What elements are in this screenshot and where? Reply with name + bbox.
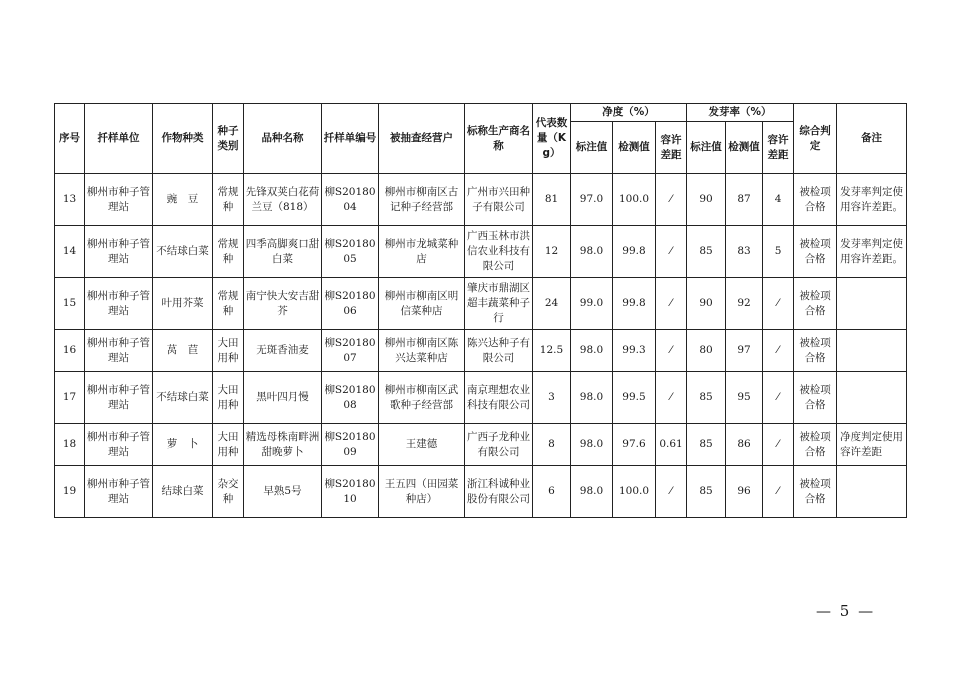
- header-seed-category: 种子类别: [213, 104, 244, 174]
- cell-seq: 17: [55, 372, 85, 424]
- cell-germination-labeled: 85: [687, 226, 726, 278]
- cell-sample-no: 柳S2018007: [322, 330, 379, 372]
- cell-germination-tolerance: ⁄: [763, 424, 794, 466]
- cell-operator: 柳州市柳南区武歌种子经营部: [379, 372, 465, 424]
- cell-manufacturer: 广西子龙种业有限公司: [465, 424, 533, 466]
- cell-purity-measured: 100.0: [613, 174, 656, 226]
- cell-variety: 四季高脚爽口甜白菜: [244, 226, 322, 278]
- cell-purity-measured: 100.0: [613, 466, 656, 518]
- cell-germination-labeled: 85: [687, 372, 726, 424]
- cell-manufacturer: 广西玉林市洪信农业科技有限公司: [465, 226, 533, 278]
- cell-judgment: 被检项合格: [794, 424, 837, 466]
- cell-manufacturer: 南京理想农业科技有限公司: [465, 372, 533, 424]
- cell-purity-tolerance: ⁄: [656, 330, 687, 372]
- cell-remarks: [837, 278, 907, 330]
- header-germination-measured: 检测值: [726, 122, 763, 174]
- cell-germination-measured: 96: [726, 466, 763, 518]
- cell-quantity: 81: [533, 174, 571, 226]
- cell-manufacturer: 肇庆市鼎湖区超丰蔬菜种子行: [465, 278, 533, 330]
- cell-germination-measured: 83: [726, 226, 763, 278]
- cell-judgment: 被检项合格: [794, 174, 837, 226]
- cell-purity-tolerance: ⁄: [656, 226, 687, 278]
- table-header: [55, 104, 907, 174]
- cell-judgment: 被检项合格: [794, 372, 837, 424]
- cell-category: 大田用种: [213, 330, 244, 372]
- cell-crop: 叶用芥菜: [153, 278, 213, 330]
- cell-seq: 13: [55, 174, 85, 226]
- cell-variety: 早熟5号: [244, 466, 322, 518]
- cell-judgment: 被检项合格: [794, 466, 837, 518]
- cell-variety: 南宁快大安吉甜芥: [244, 278, 322, 330]
- cell-purity-tolerance: ⁄: [656, 278, 687, 330]
- cell-sample-no: 柳S2018009: [322, 424, 379, 466]
- cell-category: 大田用种: [213, 372, 244, 424]
- cell-germination-tolerance: ⁄: [763, 466, 794, 518]
- cell-variety: 精选母株南畔洲甜晚萝卜: [244, 424, 322, 466]
- cell-category: 常规种: [213, 174, 244, 226]
- cell-purity-measured: 99.5: [613, 372, 656, 424]
- cell-purity-measured: 99.8: [613, 278, 656, 330]
- cell-category: 杂交种: [213, 466, 244, 518]
- cell-purity-labeled: 99.0: [571, 278, 613, 330]
- cell-crop: 不结球白菜: [153, 226, 213, 278]
- cell-quantity: 12: [533, 226, 571, 278]
- cell-unit: 柳州市种子管理站: [85, 226, 153, 278]
- cell-unit: 柳州市种子管理站: [85, 424, 153, 466]
- cell-judgment: 被检项合格: [794, 278, 837, 330]
- cell-unit: 柳州市种子管理站: [85, 466, 153, 518]
- cell-operator: 王五四（田园菜种店）: [379, 466, 465, 518]
- cell-variety: 无斑香油麦: [244, 330, 322, 372]
- cell-variety: 先锋双荚白花荷兰豆（818）: [244, 174, 322, 226]
- cell-remarks: [837, 372, 907, 424]
- cell-quantity: 3: [533, 372, 571, 424]
- cell-seq: 18: [55, 424, 85, 466]
- cell-seq: 16: [55, 330, 85, 372]
- cell-variety: 黑叶四月慢: [244, 372, 322, 424]
- cell-category: 常规种: [213, 278, 244, 330]
- cell-quantity: 6: [533, 466, 571, 518]
- cell-crop: 结球白菜: [153, 466, 213, 518]
- header-quantity: 代表数量（Kg）: [533, 104, 571, 174]
- cell-purity-labeled: 97.0: [571, 174, 613, 226]
- cell-germination-labeled: 85: [687, 466, 726, 518]
- cell-purity-tolerance: 0.61: [656, 424, 687, 466]
- cell-germination-labeled: 90: [687, 278, 726, 330]
- header-judgment: 综合判定: [794, 104, 837, 174]
- table-row: [55, 226, 907, 278]
- cell-purity-labeled: 98.0: [571, 372, 613, 424]
- cell-crop: 莴 苣: [153, 330, 213, 372]
- cell-unit: 柳州市种子管理站: [85, 372, 153, 424]
- cell-germination-tolerance: ⁄: [763, 330, 794, 372]
- header-seq: 序号: [55, 104, 85, 174]
- table-row: [55, 330, 907, 372]
- header-purity-measured: 检测值: [613, 122, 656, 174]
- page-number: — 5 —: [816, 602, 876, 620]
- cell-purity-labeled: 98.0: [571, 330, 613, 372]
- cell-unit: 柳州市种子管理站: [85, 330, 153, 372]
- cell-remarks: [837, 466, 907, 518]
- table-row: [55, 372, 907, 424]
- cell-purity-tolerance: ⁄: [656, 174, 687, 226]
- cell-germination-measured: 95: [726, 372, 763, 424]
- cell-germination-measured: 92: [726, 278, 763, 330]
- header-germination-labeled: 标注值: [687, 122, 726, 174]
- header-sample-no: 扦样单编号: [322, 104, 379, 174]
- cell-operator: 王建德: [379, 424, 465, 466]
- header-germination: 发芽率（%）: [687, 104, 794, 122]
- cell-sample-no: 柳S2018010: [322, 466, 379, 518]
- cell-purity-labeled: 98.0: [571, 466, 613, 518]
- cell-germination-tolerance: 4: [763, 174, 794, 226]
- cell-germination-labeled: 90: [687, 174, 726, 226]
- cell-category: 大田用种: [213, 424, 244, 466]
- cell-operator: 柳州市柳南区陈兴达菜种店: [379, 330, 465, 372]
- cell-purity-labeled: 98.0: [571, 226, 613, 278]
- cell-purity-measured: 99.8: [613, 226, 656, 278]
- table-row: [55, 466, 907, 518]
- cell-remarks: [837, 330, 907, 372]
- cell-germination-labeled: 80: [687, 330, 726, 372]
- cell-germination-measured: 86: [726, 424, 763, 466]
- seed-inspection-table: [54, 103, 907, 518]
- cell-sample-no: 柳S2018004: [322, 174, 379, 226]
- cell-judgment: 被检项合格: [794, 330, 837, 372]
- cell-manufacturer: 陈兴达种子有限公司: [465, 330, 533, 372]
- header-purity-labeled: 标注值: [571, 122, 613, 174]
- cell-seq: 19: [55, 466, 85, 518]
- cell-manufacturer: 广州市兴田种子有限公司: [465, 174, 533, 226]
- header-remarks: 备注: [837, 104, 907, 174]
- cell-operator: 柳州市柳南区古记种子经营部: [379, 174, 465, 226]
- header-purity-tolerance: 容许差距: [656, 122, 687, 174]
- cell-seq: 15: [55, 278, 85, 330]
- cell-manufacturer: 浙江科诚种业股份有限公司: [465, 466, 533, 518]
- cell-category: 常规种: [213, 226, 244, 278]
- header-sampling-unit: 扦样单位: [85, 104, 153, 174]
- cell-sample-no: 柳S2018006: [322, 278, 379, 330]
- cell-purity-tolerance: ⁄: [656, 372, 687, 424]
- cell-remarks: 净度判定使用容许差距: [837, 424, 907, 466]
- table-row: [55, 174, 907, 226]
- cell-germination-measured: 97: [726, 330, 763, 372]
- cell-operator: 柳州市龙城菜种店: [379, 226, 465, 278]
- cell-germination-tolerance: 5: [763, 226, 794, 278]
- header-manufacturer: 标称生产商名称: [465, 104, 533, 174]
- cell-remarks: 发芽率判定使用容许差距。: [837, 174, 907, 226]
- cell-purity-measured: 97.6: [613, 424, 656, 466]
- cell-germination-labeled: 85: [687, 424, 726, 466]
- cell-unit: 柳州市种子管理站: [85, 278, 153, 330]
- cell-crop: 萝 卜: [153, 424, 213, 466]
- header-purity: 净度（%）: [571, 104, 687, 122]
- cell-sample-no: 柳S2018008: [322, 372, 379, 424]
- cell-unit: 柳州市种子管理站: [85, 174, 153, 226]
- table-body: [55, 174, 907, 518]
- cell-quantity: 8: [533, 424, 571, 466]
- table-row: [55, 278, 907, 330]
- table-row: [55, 424, 907, 466]
- header-germination-tolerance: 容许差距: [763, 122, 794, 174]
- cell-germination-tolerance: ⁄: [763, 372, 794, 424]
- header-operator: 被抽查经营户: [379, 104, 465, 174]
- cell-crop: 不结球白菜: [153, 372, 213, 424]
- header-crop-type: 作物种类: [153, 104, 213, 174]
- cell-purity-measured: 99.3: [613, 330, 656, 372]
- cell-germination-measured: 87: [726, 174, 763, 226]
- cell-quantity: 24: [533, 278, 571, 330]
- cell-quantity: 12.5: [533, 330, 571, 372]
- cell-seq: 14: [55, 226, 85, 278]
- cell-judgment: 被检项合格: [794, 226, 837, 278]
- inspection-table-container: [54, 103, 906, 518]
- cell-sample-no: 柳S2018005: [322, 226, 379, 278]
- header-variety-name: 品种名称: [244, 104, 322, 174]
- cell-remarks: 发芽率判定使用容许差距。: [837, 226, 907, 278]
- cell-purity-labeled: 98.0: [571, 424, 613, 466]
- cell-operator: 柳州市柳南区明信菜种店: [379, 278, 465, 330]
- cell-germination-tolerance: ⁄: [763, 278, 794, 330]
- cell-purity-tolerance: ⁄: [656, 466, 687, 518]
- cell-crop: 豌 豆: [153, 174, 213, 226]
